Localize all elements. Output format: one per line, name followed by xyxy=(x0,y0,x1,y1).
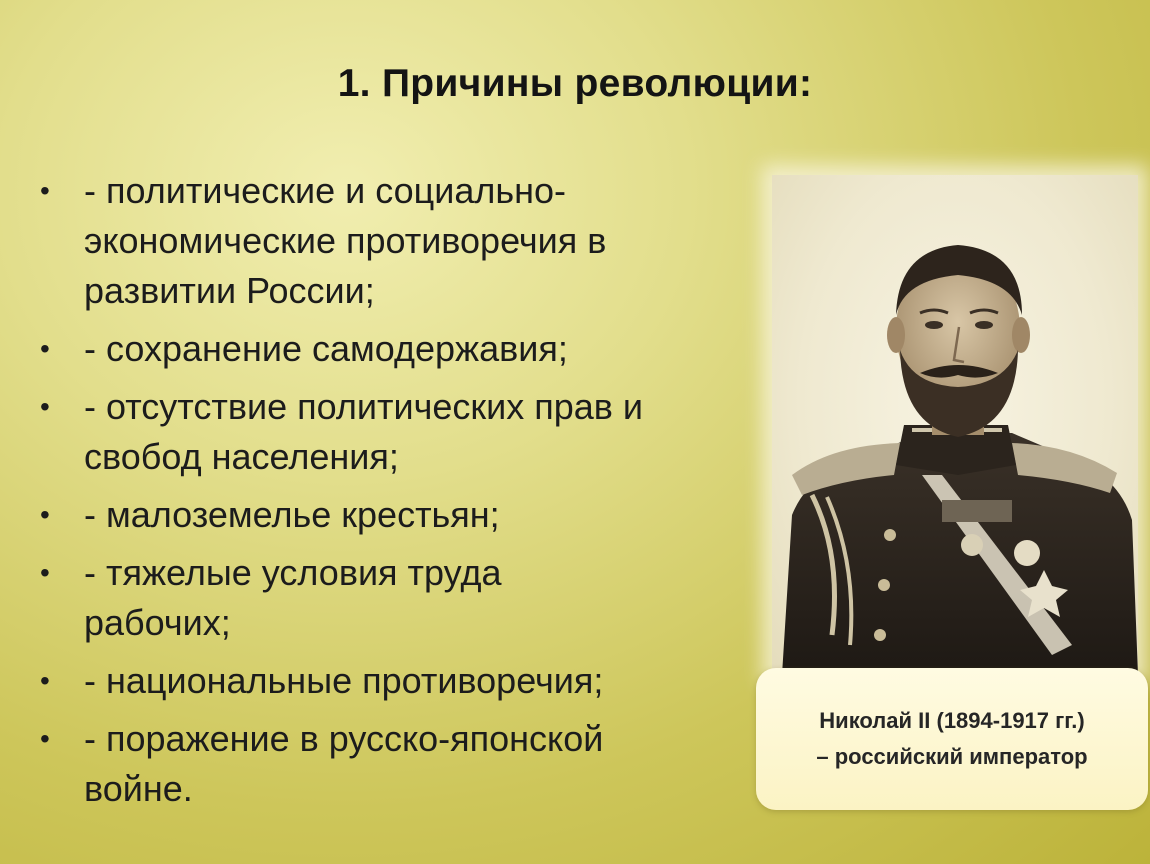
bullet-line: - тяжелые условия труда xyxy=(84,552,502,593)
list-item xyxy=(40,490,760,540)
bullet-line: экономические противоречия в xyxy=(84,220,607,261)
list-item xyxy=(40,548,760,648)
bullet-line: - сохранение самодержавия; xyxy=(84,328,568,369)
caption-line-1: Николай II (1894-1917 гг.) xyxy=(819,708,1085,733)
list-item xyxy=(40,714,760,814)
bullet-icon: • xyxy=(40,665,50,696)
bullet-line: - политические и социально- xyxy=(84,170,567,211)
bullet-icon: • xyxy=(40,499,50,530)
bullet-icon: • xyxy=(40,391,50,422)
bullet-line: - отсутствие политических прав и xyxy=(84,386,643,427)
bullet-icon: • xyxy=(40,723,50,754)
bullet-line: - национальные противоречия; xyxy=(84,660,604,701)
list-item xyxy=(40,382,760,482)
bullet-icon: • xyxy=(40,333,50,364)
portrait-illustration xyxy=(772,175,1138,675)
bullet-line: - поражение в русско-японской xyxy=(84,718,604,759)
bullet-line: войне. xyxy=(84,768,193,809)
bullet-line: свобод населения; xyxy=(84,436,399,477)
list-item xyxy=(40,656,760,706)
list-item xyxy=(40,324,760,374)
bullet-line: рабочих; xyxy=(84,602,231,643)
list-item xyxy=(40,166,760,316)
portrait-photo xyxy=(772,175,1138,675)
bullet-icon: • xyxy=(40,175,50,206)
bullet-line: развитии России; xyxy=(84,270,375,311)
caption-box xyxy=(756,668,1148,810)
bullet-icon: • xyxy=(40,557,50,588)
caption-line-2: – российский император xyxy=(816,744,1088,769)
slide-title: 1. Причины революции: xyxy=(337,62,813,105)
causes-list xyxy=(40,166,760,822)
bullet-line: - малоземелье крестьян; xyxy=(84,494,500,535)
